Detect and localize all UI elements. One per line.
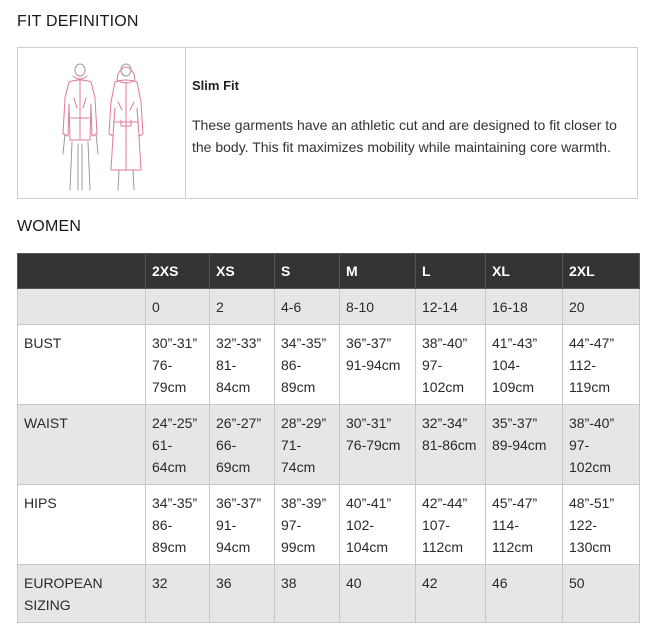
table-cell xyxy=(416,325,486,405)
table-cell: 0 xyxy=(146,289,210,325)
cell-line: 79cm xyxy=(152,379,187,395)
cell-line: 45”-47” xyxy=(492,495,538,511)
table-cell xyxy=(275,405,340,485)
header-cell: XS xyxy=(210,254,275,289)
cell-line: 99cm xyxy=(281,539,316,555)
cell-line: 36”-37” xyxy=(346,335,392,351)
table-cell: 4-6 xyxy=(275,289,340,325)
waist-row xyxy=(18,405,640,485)
table-cell: 20 xyxy=(563,289,640,325)
row-label xyxy=(18,565,146,623)
cell-line: 86- xyxy=(281,357,302,373)
cell-line: 81- xyxy=(216,357,237,373)
table-cell xyxy=(486,485,563,565)
header-cell: XL xyxy=(486,254,563,289)
table-cell xyxy=(340,405,416,485)
table-cell xyxy=(275,325,340,405)
european-sizing-row xyxy=(18,565,640,623)
cell-line: 28”-29” xyxy=(281,415,327,431)
cell-line: 84cm xyxy=(216,379,251,395)
table-cell: 40 xyxy=(340,565,416,623)
cell-line: 81-86cm xyxy=(422,437,477,453)
cell-line: 112cm xyxy=(422,539,463,555)
table-cell xyxy=(563,485,640,565)
cell-line: 102cm xyxy=(422,379,465,395)
cell-line: 64cm xyxy=(152,459,187,475)
cell-line: 104- xyxy=(492,357,521,373)
cell-line: 76-79cm xyxy=(346,437,401,453)
table-cell xyxy=(146,405,210,485)
hips-row xyxy=(18,485,640,565)
fit-description: These garments have an athletic cut and are designed to fit closer to the body. This fit maximizes mobility while maintaining core warmth. xyxy=(192,117,617,155)
table-cell xyxy=(563,405,640,485)
cell-line: 112- xyxy=(569,357,596,373)
table-cell: 36 xyxy=(210,565,275,623)
cell-line: 61- xyxy=(152,437,173,453)
fit-text-block xyxy=(186,48,637,198)
cell-line: 86- xyxy=(152,517,173,533)
cell-line: 122- xyxy=(569,517,598,533)
cell-line: 112cm xyxy=(492,539,533,555)
cell-line: 48”-51” xyxy=(569,495,615,511)
table-cell xyxy=(210,405,275,485)
table-cell: 16-18 xyxy=(486,289,563,325)
header-cell: 2XS xyxy=(146,254,210,289)
table-cell xyxy=(416,405,486,485)
fit-definition-title: FIT DEFINITION xyxy=(17,13,139,30)
row-label: HIPS xyxy=(18,485,146,565)
fit-definition-box xyxy=(17,47,638,199)
cell-line: 66- xyxy=(216,437,237,453)
cell-line: 89cm xyxy=(152,539,187,555)
row-label: BUST xyxy=(18,325,146,405)
cell-line: 40”-41” xyxy=(346,495,392,511)
fit-name: Slim Fit xyxy=(192,78,239,93)
header-cell: 2XL xyxy=(563,254,640,289)
cell-line: 89cm xyxy=(281,379,316,395)
cell-line: 74cm xyxy=(281,459,316,475)
cell-line: 34”-35” xyxy=(152,495,198,511)
table-cell xyxy=(210,325,275,405)
header-cell xyxy=(18,254,146,289)
table-body xyxy=(18,289,640,623)
us-size-row xyxy=(18,289,640,325)
cell-line: 97- xyxy=(422,357,443,373)
slim-fit-figures-icon xyxy=(55,58,151,193)
cell-line: 34”-35” xyxy=(281,335,327,351)
table-cell xyxy=(416,485,486,565)
cell-line: 89-94cm xyxy=(492,437,547,453)
table-cell xyxy=(210,485,275,565)
table-cell xyxy=(146,325,210,405)
cell-line: 130cm xyxy=(569,539,612,555)
table-cell: 46 xyxy=(486,565,563,623)
cell-line: 69cm xyxy=(216,459,251,475)
cell-line: 91- xyxy=(216,517,237,533)
cell-line: 32”-33” xyxy=(216,335,262,351)
cell-line: 107- xyxy=(422,517,451,533)
cell-line: SIZING xyxy=(24,597,71,613)
table-header-row xyxy=(18,254,640,289)
row-label xyxy=(18,289,146,325)
cell-line: 97- xyxy=(569,437,590,453)
cell-line: 114- xyxy=(492,517,519,533)
table-cell xyxy=(486,405,563,485)
cell-line: 119cm xyxy=(569,379,610,395)
row-label: WAIST xyxy=(18,405,146,485)
cell-line: 91-94cm xyxy=(346,357,401,373)
table-cell: 8-10 xyxy=(340,289,416,325)
cell-line: 32”-34” xyxy=(422,415,468,431)
table-cell: 50 xyxy=(563,565,640,623)
cell-line: 102- xyxy=(346,517,375,533)
cell-line: 94cm xyxy=(216,539,251,555)
table-cell xyxy=(340,325,416,405)
cell-line: 38”-40” xyxy=(569,415,615,431)
table-cell: 42 xyxy=(416,565,486,623)
table-cell xyxy=(340,485,416,565)
cell-line: 41”-43” xyxy=(492,335,538,351)
cell-line: 71- xyxy=(281,437,302,453)
women-section-title: WOMEN xyxy=(17,218,82,235)
header-cell: S xyxy=(275,254,340,289)
table-cell: 38 xyxy=(275,565,340,623)
table-cell: 2 xyxy=(210,289,275,325)
table-cell xyxy=(275,485,340,565)
women-size-table xyxy=(17,253,640,623)
cell-line: 38”-40” xyxy=(422,335,468,351)
cell-line: 26”-27” xyxy=(216,415,262,431)
cell-line: 97- xyxy=(281,517,302,533)
table-cell xyxy=(486,325,563,405)
cell-line: 42”-44” xyxy=(422,495,468,511)
cell-line: 36”-37” xyxy=(216,495,262,511)
header-cell: M xyxy=(340,254,416,289)
cell-line: 102cm xyxy=(569,459,612,475)
cell-line: 24”-25” xyxy=(152,415,198,431)
table-cell: 12-14 xyxy=(416,289,486,325)
table-cell xyxy=(146,485,210,565)
table-cell xyxy=(563,325,640,405)
cell-line: 35”-37” xyxy=(492,415,538,431)
cell-line: 109cm xyxy=(492,379,535,395)
cell-line: 38”-39” xyxy=(281,495,327,511)
cell-line: 30”-31” xyxy=(152,335,198,351)
cell-line: 44”-47” xyxy=(569,335,615,351)
bust-row xyxy=(18,325,640,405)
cell-line: 30”-31” xyxy=(346,415,392,431)
table-cell: 32 xyxy=(146,565,210,623)
cell-line: 76- xyxy=(152,357,173,373)
fit-illustration xyxy=(18,48,186,198)
header-cell: L xyxy=(416,254,486,289)
cell-line: EUROPEAN xyxy=(24,575,103,591)
cell-line: 104cm xyxy=(346,539,389,555)
